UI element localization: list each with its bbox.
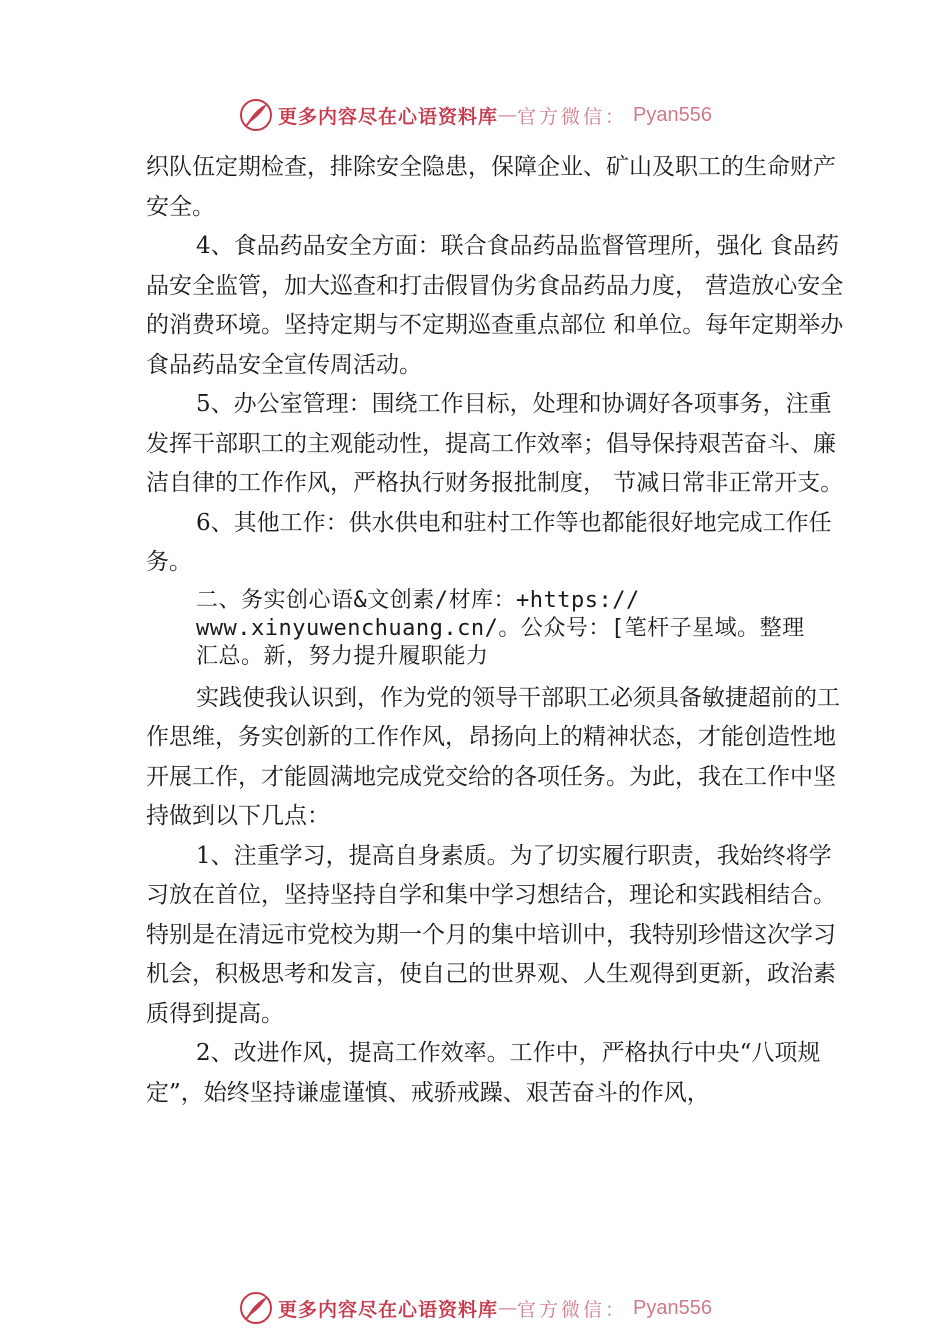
paragraph-study: 1、注重学习，提高自身素质。为了切实履行职责，我始终将学习放在首位，坚持坚持自学和集中学习想结合，理论和实践相结合。特别是在清远市党校为期一个月的集中培训中，我特别珍惜这次学习机会，积极思考和发言，使自己的世界观、人生观得到更新，政治素质得到提高。 xyxy=(146,842,836,1027)
banner-wechat-id: Pyan556 xyxy=(633,1296,712,1319)
banner-brand: 更多内容尽在心语资料库 xyxy=(278,1298,499,1321)
paragraph-other-work: 6、其他工作：供水供电和驻村工作等也都能很好地完成工作任务。 xyxy=(146,509,832,575)
paragraph-style: 2、改进作风，提高工作效率。工作中，严格执行中央“八项规定”，始终坚持谦虚谨慎、戒骄戒躁、艰苦奋斗的作风， xyxy=(146,1040,821,1106)
document-body xyxy=(146,148,846,1113)
heading-line-1: 二、务实创心语&文创素/材库：+https:// xyxy=(196,587,640,613)
banner-brand: 更多内容尽在心语资料库 xyxy=(278,105,499,128)
quill-logo-icon xyxy=(238,1290,274,1326)
paragraph-food-safety: 4、食品药品安全方面：联合食品药品监督管理所，强化 食品药品安全监管，加大巡查和打击假冒伪劣食品药品力度， 营造放心安全的消费环境。坚持定期与不定期巡查重点部位 和单位。每年定期举办食品药品安全宣传周活动。 xyxy=(146,233,844,378)
footer-banner xyxy=(0,1288,950,1328)
banner-wechat-label: 官方微信： xyxy=(517,1298,628,1321)
quill-logo-icon xyxy=(238,97,274,133)
paragraph-practice: 实践使我认识到，作为党的领导干部职工必须具备敏捷超前的工作思维，务实创新的工作作风，昂扬向上的精神状态，才能创造性地开展工作，才能圆满地完成党交给的各项任务。为此，我在工作中坚持做到以下几点： xyxy=(146,684,840,829)
banner-wechat-label: 官方微信： xyxy=(517,105,628,128)
paragraph-office-management: 5、办公室管理：围绕工作目标，处理和协调好各项事务，注重发挥干部职工的主观能动性，提高工作效率；倡导保持艰苦奋斗、廉洁自律的工作作风，严格执行财务报批制度， 节减日常非正常开支。 xyxy=(146,391,844,496)
banner-wechat-id: Pyan556 xyxy=(633,103,712,126)
heading-line-3: 汇总。新，努力提升履职能力 xyxy=(196,643,489,669)
paragraph-continuation: 织队伍定期检查，排除安全隐患，保障企业、矿山及职工的生命财产安全。 xyxy=(146,154,836,220)
banner-separator: — xyxy=(498,104,518,126)
section-heading-two xyxy=(146,587,846,671)
banner-separator: — xyxy=(498,1297,518,1319)
heading-line-2: www.xinyuwenchuang.cn/。公众号：[笔杆子星域。整理 xyxy=(196,615,805,641)
header-banner xyxy=(0,95,950,135)
